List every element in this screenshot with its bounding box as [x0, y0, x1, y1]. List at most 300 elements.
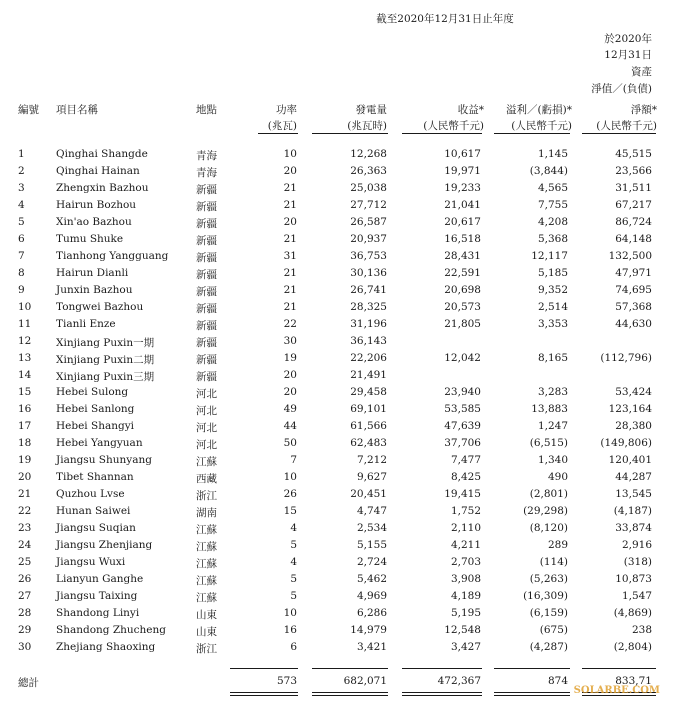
capacity: 5: [290, 539, 297, 551]
project-name: Tongwei Bazhou: [56, 301, 144, 313]
revenue: 3,427: [450, 641, 481, 653]
net-assets: 45,515: [615, 148, 652, 160]
revenue: 37,706: [444, 437, 481, 449]
net-assets: 2,916: [621, 539, 652, 551]
table-row: [0, 488, 680, 505]
generation: 62,483: [350, 437, 387, 449]
project-name: Xinjiang Puxin三期: [56, 371, 155, 383]
row-no: 25: [18, 556, 32, 568]
project-name: Zhengxin Bazhou: [56, 182, 149, 194]
row-no: 8: [18, 267, 25, 279]
location: 新疆: [196, 303, 217, 315]
row-no: 19: [18, 454, 32, 466]
capacity: 5: [290, 573, 297, 585]
table-row: [0, 182, 680, 199]
total-rule-net: [582, 668, 656, 669]
capacity: 6: [290, 641, 297, 653]
net-note-line-1: 於2020年: [604, 33, 652, 45]
table-row: [0, 267, 680, 284]
capacity: 19: [283, 352, 297, 364]
revenue: 1,752: [450, 505, 481, 517]
generation: 25,038: [350, 182, 387, 194]
table-row: [0, 522, 680, 539]
project-name: Jiangsu Taixing: [56, 590, 138, 602]
row-no: 2: [18, 165, 25, 177]
net-note-line-4: 淨值／(負債): [591, 83, 652, 95]
net-assets: 132,500: [608, 250, 652, 262]
capacity: 10: [283, 607, 297, 619]
col-header-capacity: 功率: [276, 104, 297, 116]
table-row: [0, 641, 680, 658]
capacity: 31: [283, 250, 297, 262]
profit-loss: (5,263): [529, 573, 568, 585]
profit-loss: (114): [539, 556, 568, 568]
net-assets: 120,401: [608, 454, 652, 466]
location: 江蘇: [196, 456, 217, 468]
capacity: 49: [283, 403, 297, 415]
col-header-net: 淨額*: [630, 104, 657, 116]
profit-loss: 3,283: [537, 386, 568, 398]
net-assets: 123,164: [608, 403, 652, 415]
profit-loss: 8,165: [537, 352, 568, 364]
project-name: Hunan Saiwei: [56, 505, 131, 517]
location: 新疆: [196, 320, 217, 332]
col-header-profit: 溢利／(虧損)*: [506, 104, 572, 116]
total-generation: 682,071: [343, 675, 387, 687]
project-name: Hebei Sulong: [56, 386, 129, 398]
generation: 36,143: [350, 335, 387, 347]
col-header-location: 地點: [196, 104, 217, 116]
net-assets: 53,424: [615, 386, 652, 398]
table-row: [0, 505, 680, 522]
profit-loss: 12,117: [531, 250, 568, 262]
capacity: 7: [290, 454, 297, 466]
row-no: 16: [18, 403, 32, 415]
revenue: 19,415: [444, 488, 481, 500]
table-row: [0, 233, 680, 250]
revenue: 2,703: [450, 556, 481, 568]
project-name: Tumu Shuke: [56, 233, 124, 245]
unit-revenue: (人民幣千元): [423, 120, 484, 132]
table-row: [0, 284, 680, 301]
location: 浙江: [196, 643, 217, 655]
profit-loss: 5,368: [537, 233, 568, 245]
total-double-rule-revenue: [402, 692, 482, 696]
capacity: 20: [283, 369, 297, 381]
generation: 36,753: [350, 250, 387, 262]
profit-loss: 1,145: [537, 148, 568, 160]
location: 河北: [196, 422, 217, 434]
table-row: [0, 556, 680, 573]
total-label: 總計: [18, 677, 39, 689]
row-no: 14: [18, 369, 32, 381]
net-assets: 238: [631, 624, 652, 636]
capacity: 21: [283, 301, 297, 313]
project-name: Xin'ao Bazhou: [56, 216, 132, 228]
net-assets: (4,187): [613, 505, 652, 517]
project-name: Jiangsu Shunyang: [56, 454, 152, 466]
generation: 6,286: [356, 607, 387, 619]
generation: 4,747: [356, 505, 387, 517]
project-name: Tianhong Yangguang: [56, 250, 169, 262]
revenue: 28,431: [444, 250, 481, 262]
project-name: Quzhou Lvse: [56, 488, 125, 500]
project-name: Tianli Enze: [56, 318, 116, 330]
row-no: 7: [18, 250, 25, 262]
location: 新疆: [196, 184, 217, 196]
location: 江蘇: [196, 575, 217, 587]
table-row: [0, 216, 680, 233]
total-rule-generation: [312, 668, 388, 669]
profit-loss: (6,159): [529, 607, 568, 619]
location: 湖南: [196, 507, 217, 519]
revenue: 20,698: [444, 284, 481, 296]
row-no: 15: [18, 386, 32, 398]
generation: 26,587: [350, 216, 387, 228]
row-no: 1: [18, 148, 25, 160]
row-no: 20: [18, 471, 32, 483]
row-no: 27: [18, 590, 32, 602]
row-no: 11: [18, 318, 32, 330]
revenue: 19,971: [444, 165, 481, 177]
generation: 30,136: [350, 267, 387, 279]
net-assets: (2,804): [613, 641, 652, 653]
capacity: 21: [283, 199, 297, 211]
location: 新疆: [196, 201, 217, 213]
col-header-revenue: 收益*: [457, 104, 484, 116]
unit-generation: (兆瓦時): [347, 120, 387, 132]
net-assets: (149,806): [600, 437, 652, 449]
location: 新疆: [196, 252, 217, 264]
generation: 2,534: [356, 522, 387, 534]
generation: 9,627: [356, 471, 387, 483]
location: 山東: [196, 609, 217, 621]
table-row: [0, 369, 680, 386]
row-no: 4: [18, 199, 25, 211]
capacity: 4: [290, 556, 297, 568]
generation: 28,325: [350, 301, 387, 313]
location: 新疆: [196, 269, 217, 281]
row-no: 3: [18, 182, 25, 194]
capacity: 30: [283, 335, 297, 347]
total-capacity: 573: [276, 675, 297, 687]
net-note-line-3: 資產: [631, 66, 652, 78]
generation: 3,421: [356, 641, 387, 653]
net-assets: 13,545: [615, 488, 652, 500]
table-row: [0, 590, 680, 607]
table-row: [0, 199, 680, 216]
row-no: 29: [18, 624, 32, 636]
project-name: Hairun Dianli: [56, 267, 129, 279]
table-row: [0, 471, 680, 488]
profit-loss: 13,883: [531, 403, 568, 415]
generation: 69,101: [350, 403, 387, 415]
capacity: 5: [290, 590, 297, 602]
table-row: [0, 420, 680, 437]
table-row: [0, 539, 680, 556]
capacity: 50: [283, 437, 297, 449]
profit-loss: (29,298): [523, 505, 568, 517]
location: 新疆: [196, 286, 217, 298]
generation: 61,566: [350, 420, 387, 432]
location: 江蘇: [196, 558, 217, 570]
revenue: 20,617: [444, 216, 481, 228]
profit-loss: 3,353: [537, 318, 568, 330]
revenue: 12,042: [444, 352, 481, 364]
generation: 26,363: [350, 165, 387, 177]
capacity: 10: [283, 148, 297, 160]
net-assets: 57,368: [615, 301, 652, 313]
revenue: 21,805: [444, 318, 481, 330]
project-name: Junxin Bazhou: [56, 284, 133, 296]
net-assets: 31,511: [615, 182, 652, 194]
generation: 22,206: [350, 352, 387, 364]
capacity: 44: [283, 420, 297, 432]
location: 浙江: [196, 490, 217, 502]
profit-loss: 2,514: [537, 301, 568, 313]
row-no: 10: [18, 301, 32, 313]
generation: 20,937: [350, 233, 387, 245]
revenue: 7,477: [450, 454, 481, 466]
project-name: Hebei Sanlong: [56, 403, 135, 415]
project-name: Shandong Zhucheng: [56, 624, 167, 636]
header-underline-net: [582, 133, 656, 134]
revenue: 53,585: [444, 403, 481, 415]
capacity: 10: [283, 471, 297, 483]
location: 河北: [196, 388, 217, 400]
revenue: 16,518: [444, 233, 481, 245]
profit-loss: 5,185: [537, 267, 568, 279]
header-underline-revenue: [402, 133, 482, 134]
capacity: 21: [283, 233, 297, 245]
profit-loss: (4,287): [529, 641, 568, 653]
row-no: 30: [18, 641, 32, 653]
watermark-logo: SOLARBE.COM: [573, 685, 660, 696]
project-name: Jiangsu Suqian: [56, 522, 136, 534]
total-rule-profit: [494, 668, 570, 669]
revenue: 19,233: [444, 182, 481, 194]
capacity: 20: [283, 216, 297, 228]
unit-profit: (人民幣千元): [511, 120, 572, 132]
generation: 31,196: [350, 318, 387, 330]
net-assets: 64,148: [615, 233, 652, 245]
revenue: 3,908: [450, 573, 481, 585]
row-no: 18: [18, 437, 32, 449]
revenue: 8,425: [450, 471, 481, 483]
net-assets: 86,724: [615, 216, 652, 228]
capacity: 16: [283, 624, 297, 636]
col-header-name: 項目名稱: [56, 104, 98, 116]
capacity: 20: [283, 165, 297, 177]
col-header-no: 編號: [18, 104, 39, 116]
profit-loss: (3,844): [529, 165, 568, 177]
revenue: 4,211: [450, 539, 481, 551]
table-row: [0, 437, 680, 454]
project-name: Tibet Shannan: [56, 471, 134, 483]
revenue: 2,110: [450, 522, 481, 534]
revenue: 22,591: [444, 267, 481, 279]
table-row: [0, 607, 680, 624]
project-name: Xinjiang Puxin一期: [56, 337, 155, 349]
total-double-rule-capacity: [230, 692, 298, 696]
location: 河北: [196, 439, 217, 451]
net-assets: 44,630: [615, 318, 652, 330]
total-net: 833,71: [615, 675, 652, 687]
profit-loss: (675): [539, 624, 568, 636]
location: 江蘇: [196, 541, 217, 553]
generation: 5,462: [356, 573, 387, 585]
generation: 20,451: [350, 488, 387, 500]
profit-loss: 1,340: [537, 454, 568, 466]
table-row: [0, 250, 680, 267]
net-assets: (4,869): [613, 607, 652, 619]
generation: 2,724: [356, 556, 387, 568]
project-name: Jiangsu Wuxi: [56, 556, 126, 568]
total-revenue: 472,367: [437, 675, 481, 687]
location: 江蘇: [196, 592, 217, 604]
unit-net: (人民幣千元): [596, 120, 657, 132]
net-assets: 33,874: [615, 522, 652, 534]
revenue: 10,617: [444, 148, 481, 160]
row-no: 26: [18, 573, 32, 585]
location: 河北: [196, 405, 217, 417]
header-underline-capacity: [258, 133, 298, 134]
generation: 12,268: [350, 148, 387, 160]
total-double-rule-generation: [312, 692, 388, 696]
table-row: [0, 165, 680, 182]
table-row: [0, 301, 680, 318]
table-row: [0, 573, 680, 590]
capacity: 15: [283, 505, 297, 517]
project-name: Qinghai Shangde: [56, 148, 148, 160]
net-assets: 1,547: [621, 590, 652, 602]
generation: 5,155: [356, 539, 387, 551]
profit-loss: (8,120): [529, 522, 568, 534]
header-underline-profit: [494, 133, 570, 134]
net-assets: 23,566: [615, 165, 652, 177]
net-assets: (112,796): [600, 352, 652, 364]
capacity: 21: [283, 182, 297, 194]
net-assets: 44,287: [615, 471, 652, 483]
row-no: 22: [18, 505, 32, 517]
location: 西藏: [196, 473, 217, 485]
table-row: [0, 386, 680, 403]
net-assets: 28,380: [615, 420, 652, 432]
revenue: 4,189: [450, 590, 481, 602]
capacity: 21: [283, 267, 297, 279]
profit-loss: 289: [547, 539, 568, 551]
row-no: 13: [18, 352, 32, 364]
profit-loss: 7,755: [537, 199, 568, 211]
generation: 14,979: [350, 624, 387, 636]
table-row: [0, 454, 680, 471]
profit-loss: (6,515): [529, 437, 568, 449]
generation: 7,212: [356, 454, 387, 466]
location: 新疆: [196, 337, 217, 349]
table-row: [0, 624, 680, 641]
revenue: 21,041: [444, 199, 481, 211]
location: 江蘇: [196, 524, 217, 536]
revenue: 23,940: [444, 386, 481, 398]
project-name: Jiangsu Zhenjiang: [56, 539, 153, 551]
location: 新疆: [196, 371, 217, 383]
capacity: 26: [283, 488, 297, 500]
table-row: [0, 335, 680, 352]
location: 新疆: [196, 235, 217, 247]
project-name: Hairun Bozhou: [56, 199, 137, 211]
total-rule-capacity: [230, 668, 298, 669]
profit-loss: 1,247: [537, 420, 568, 432]
location: 山東: [196, 626, 217, 638]
generation: 29,458: [350, 386, 387, 398]
table-row: [0, 403, 680, 420]
total-rule-revenue: [402, 668, 482, 669]
net-assets: 67,217: [615, 199, 652, 211]
unit-capacity: (兆瓦): [267, 120, 297, 132]
profit-loss: 4,208: [537, 216, 568, 228]
project-name: Lianyun Ganghe: [56, 573, 144, 585]
profit-loss: 9,352: [537, 284, 568, 296]
generation: 27,712: [350, 199, 387, 211]
net-note-line-2: 12月31日: [604, 49, 652, 61]
profit-loss: 490: [547, 471, 568, 483]
total-profit: 874: [547, 675, 568, 687]
location: 青海: [196, 150, 217, 162]
project-name: Xinjiang Puxin二期: [56, 354, 155, 366]
net-assets: 47,971: [615, 267, 652, 279]
net-assets: (318): [623, 556, 652, 568]
revenue: 20,573: [444, 301, 481, 313]
row-no: 21: [18, 488, 32, 500]
row-no: 23: [18, 522, 32, 534]
location: 青海: [196, 167, 217, 179]
row-no: 24: [18, 539, 32, 551]
row-no: 12: [18, 335, 32, 347]
project-name: Qinghai Hainan: [56, 165, 140, 177]
capacity: 4: [290, 522, 297, 534]
net-assets: 74,695: [615, 284, 652, 296]
table-row: [0, 318, 680, 335]
table-row: [0, 352, 680, 369]
header-underline-generation: [312, 133, 388, 134]
revenue: 47,639: [444, 420, 481, 432]
project-name: Hebei Shangyi: [56, 420, 134, 432]
table-row: [0, 148, 680, 165]
generation: 4,969: [356, 590, 387, 602]
total-double-rule-profit: [494, 692, 570, 696]
net-assets: 10,873: [615, 573, 652, 585]
location: 新疆: [196, 218, 217, 230]
profit-loss: 4,565: [537, 182, 568, 194]
capacity: 22: [283, 318, 297, 330]
profit-loss: (2,801): [529, 488, 568, 500]
generation: 26,741: [350, 284, 387, 296]
location: 新疆: [196, 354, 217, 366]
row-no: 5: [18, 216, 25, 228]
project-name: Zhejiang Shaoxing: [56, 641, 156, 653]
generation: 21,491: [350, 369, 387, 381]
row-no: 17: [18, 420, 32, 432]
project-name: Shandong Linyi: [56, 607, 140, 619]
capacity: 21: [283, 284, 297, 296]
revenue: 12,548: [444, 624, 481, 636]
row-no: 9: [18, 284, 25, 296]
profit-loss: (16,309): [523, 590, 568, 602]
row-no: 28: [18, 607, 32, 619]
revenue: 5,195: [450, 607, 481, 619]
project-name: Hebei Yangyuan: [56, 437, 143, 449]
col-header-generation: 發電量: [355, 104, 387, 116]
